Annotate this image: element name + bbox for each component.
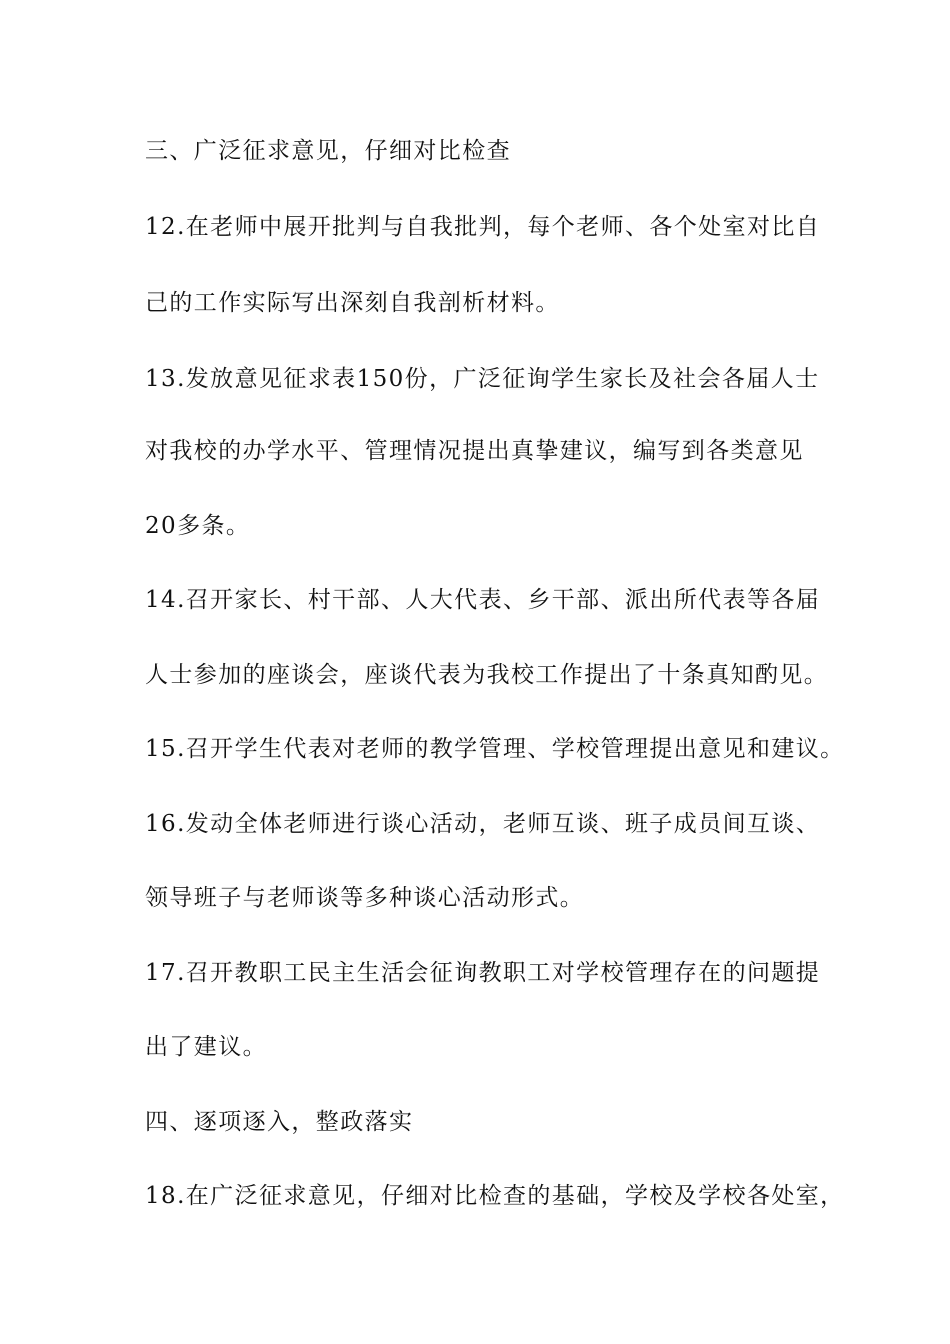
paragraph-line: 己的工作实际写出深刻自我剖析材料。 — [145, 290, 560, 316]
paragraph-line: 12.在老师中展开批判与自我批判，每个老师、各个处室对比自 — [145, 214, 821, 240]
paragraph-line: 20多条。 — [145, 513, 251, 539]
paragraph-line: 出了建议。 — [145, 1034, 267, 1060]
section-heading-4: 四、逐项逐入，整政落实 — [145, 1109, 414, 1135]
paragraph-line: 15.召开学生代表对老师的教学管理、学校管理提出意见和建议。 — [145, 736, 845, 762]
paragraph-line: 14.召开家长、村干部、人大代表、乡干部、派出所代表等各届 — [145, 587, 821, 613]
paragraph-line: 13.发放意见征求表150份，广泛征询学生家长及社会各届人士 — [145, 366, 820, 392]
paragraph-line: 人士参加的座谈会，座谈代表为我校工作提出了十条真知酌见。 — [145, 662, 829, 688]
paragraph-line: 17.召开教职工民主生活会征询教职工对学校管理存在的问题提 — [145, 960, 821, 986]
section-heading-3: 三、广泛征求意见，仔细对比检查 — [145, 138, 511, 164]
paragraph-line: 对我校的办学水平、管理情况提出真挚建议，编写到各类意见 — [145, 438, 804, 464]
paragraph-line: 16.发动全体老师进行谈心活动，老师互谈、班子成员间互谈、 — [145, 811, 821, 837]
paragraph-line: 18.在广泛征求意见，仔细对比检查的基础，学校及学校各处室， — [145, 1183, 845, 1209]
paragraph-line: 领导班子与老师谈等多种谈心活动形式。 — [145, 885, 585, 911]
